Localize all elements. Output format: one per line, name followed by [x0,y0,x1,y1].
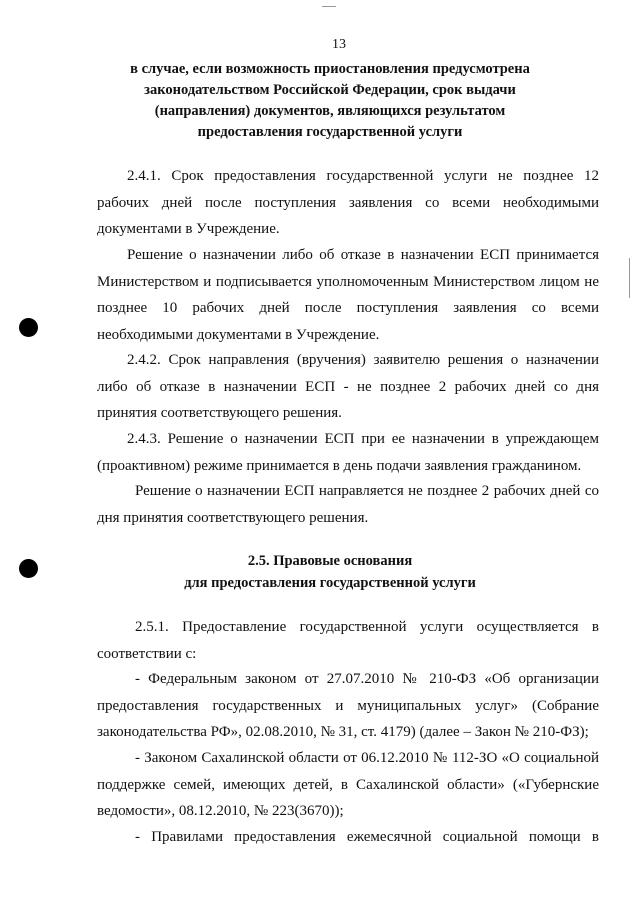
binder-hole-top [19,318,38,337]
text-line: документами в Учреждение. [97,221,280,238]
paragraph-decision [97,242,599,348]
text-line: поддержке семей, имеющих детей, в Сахалинской области» («Губернские [97,776,599,793]
text-line: законодательства РФ», 02.08.2010, № 31, ст. 4179) (далее – Закон № 210-ФЗ); [97,724,589,741]
text-line: - Федеральным законом от 27.07.2010 № 210-ФЗ «Об организации [135,671,599,687]
section-heading-deadline [130,59,530,143]
text-line: предоставления государственных и муниципальных услуг» (Собрание [97,697,599,714]
heading-line: в случае, если возможность приостановления предусмотрена [130,61,530,77]
text-line: позднее 10 рабочих дней после поступления заявления со всеми [97,300,599,317]
heading-line: предоставления государственной услуги [197,124,463,140]
heading-line: 2.5. Правовые основания [247,553,413,569]
heading-line: (направления) документов, являющихся результатом [154,103,506,119]
paragraph-2-4-3 [97,426,599,479]
text-line: 2.4.2. Срок направления (вручения) заявителю решения о назначении [127,352,599,368]
text-line: соответствии с: [97,645,197,662]
paragraph-decision-direction [97,478,599,531]
paragraph-2-5-1 [97,614,599,667]
page-number: 13 [332,37,346,52]
paragraph-2-4-2 [97,347,599,427]
heading-line: законодательством Российской Федерации, срок выдачи [144,82,516,98]
binder-hole-bottom [19,559,38,578]
paragraph-federal-law [97,666,599,746]
text-line: Решение о назначении ЕСП направляется не позднее 2 рабочих дней со [135,483,599,499]
text-line: ведомости», 08.12.2010, № 223(3670)); [97,803,344,820]
text-line: - Законом Сахалинской области от 06.12.2010 № 112-ЗО «О социальной [135,750,599,766]
scan-mark-top [322,6,336,7]
text-line: либо об отказе в назначении ЕСП - не позднее 2 рабочих дней со дня [97,378,599,395]
text-line: - Правилами предоставления ежемесячной социальной помощи в [135,829,599,845]
paragraph-rules [97,824,599,851]
text-line: необходимыми документами в Учреждение. [97,326,380,343]
text-line: (проактивном) режиме принимается в день подачи заявления гражданином. [97,457,582,474]
scan-mark-right-edge [629,258,630,298]
section-heading-legal-basis [130,550,530,594]
text-line: 2.4.1. Срок предоставления государственной услуги не позднее 12 [127,168,599,184]
text-line: Решение о назначении либо об отказе в назначении ЕСП принимается [127,247,599,263]
heading-line: для предоставления государственной услуги [184,575,476,591]
text-line: 2.5.1. Предоставление государственной услуги осуществляется в [135,619,599,635]
text-line: принятия соответствующего решения. [97,405,342,422]
text-line: Министерством и подписывается уполномоченным Министерством лицом не [97,273,599,290]
text-line: 2.4.3. Решение о назначении ЕСП при ее назначении в упреждающем [127,431,599,447]
paragraph-sakhalin-law [97,745,599,825]
paragraph-2-4-1 [97,163,599,243]
text-line: дня принятия соответствующего решения. [97,509,369,526]
text-line: рабочих дней после поступления заявления со всеми необходимыми [97,194,599,211]
